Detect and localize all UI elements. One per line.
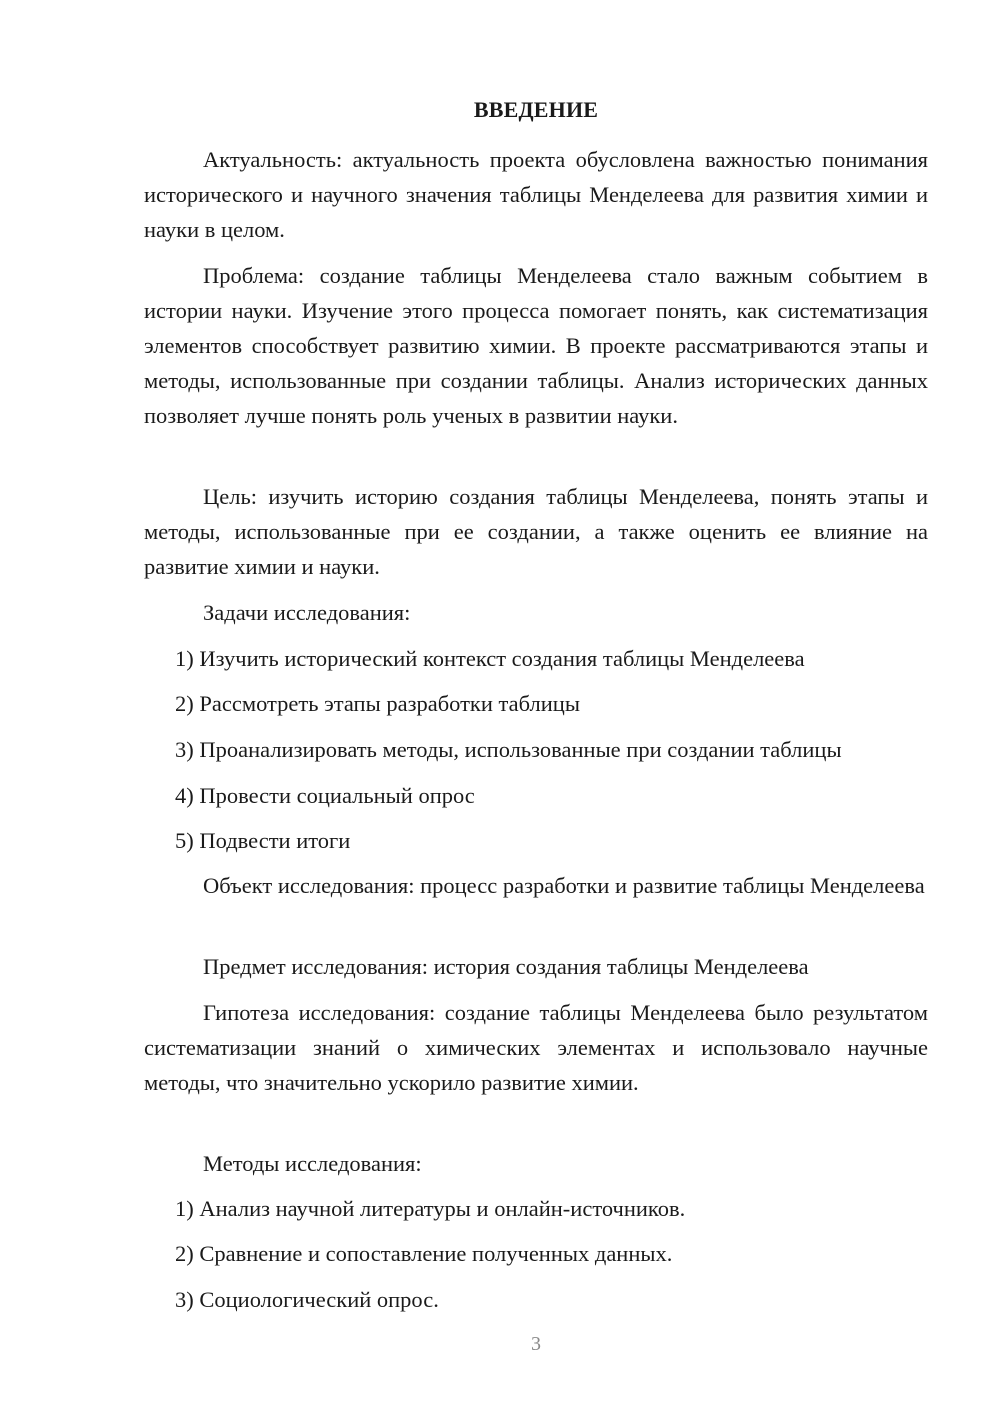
method-item: 3) Социологический опрос. (175, 1287, 439, 1312)
task-item: 2) Рассмотреть этапы разработки таблицы (175, 691, 580, 716)
hypothesis-paragraph: Гипотеза исследования: создание таблицы Менделеева было результатом систематизации знаний о химических элементах и использовало научные методы, что значительно ускорило развитие химии. (144, 1000, 928, 1095)
object-paragraph: Объект исследования: процесс разработки и развитие таблицы Менделеева (203, 873, 925, 898)
relevance-paragraph: Актуальность: актуальность проекта обусловлена важностью понимания исторического и научного значения таблицы Менделеева для развития химии и науки в целом. (144, 147, 928, 242)
task-item: 3) Проанализировать методы, использованные при создании таблицы (175, 737, 842, 762)
method-item: 1) Анализ научной литературы и онлайн-источников. (175, 1196, 686, 1221)
subject-paragraph: Предмет исследования: история создания таблицы Менделеева (203, 954, 809, 979)
methods-label: Методы исследования: (203, 1151, 422, 1176)
tasks-label: Задачи исследования: (203, 600, 411, 625)
problem-paragraph: Проблема: создание таблицы Менделеева стало важным событием в истории науки. Изучение этого процесса помогает понять, как систематизация элементов способствует развитию химии. В проекте рассматриваются этапы и методы, использованные при создании таблицы. Анализ исторических данных позволяет лучше понять роль ученых в развитии науки. (144, 263, 928, 428)
method-item: 2) Сравнение и сопоставление полученных данных. (175, 1241, 673, 1266)
task-item: 4) Провести социальный опрос (175, 783, 475, 808)
task-item: 5) Подвести итоги (175, 828, 351, 853)
task-item: 1) Изучить исторический контекст создания таблицы Менделеева (175, 646, 805, 671)
page-number: 3 (531, 1333, 541, 1355)
section-heading: ВВЕДЕНИЕ (473, 97, 599, 122)
goal-paragraph: Цель: изучить историю создания таблицы Менделеева, понять этапы и методы, использованные при ее создании, а также оценить ее влияние на развитие химии и науки. (144, 484, 928, 579)
